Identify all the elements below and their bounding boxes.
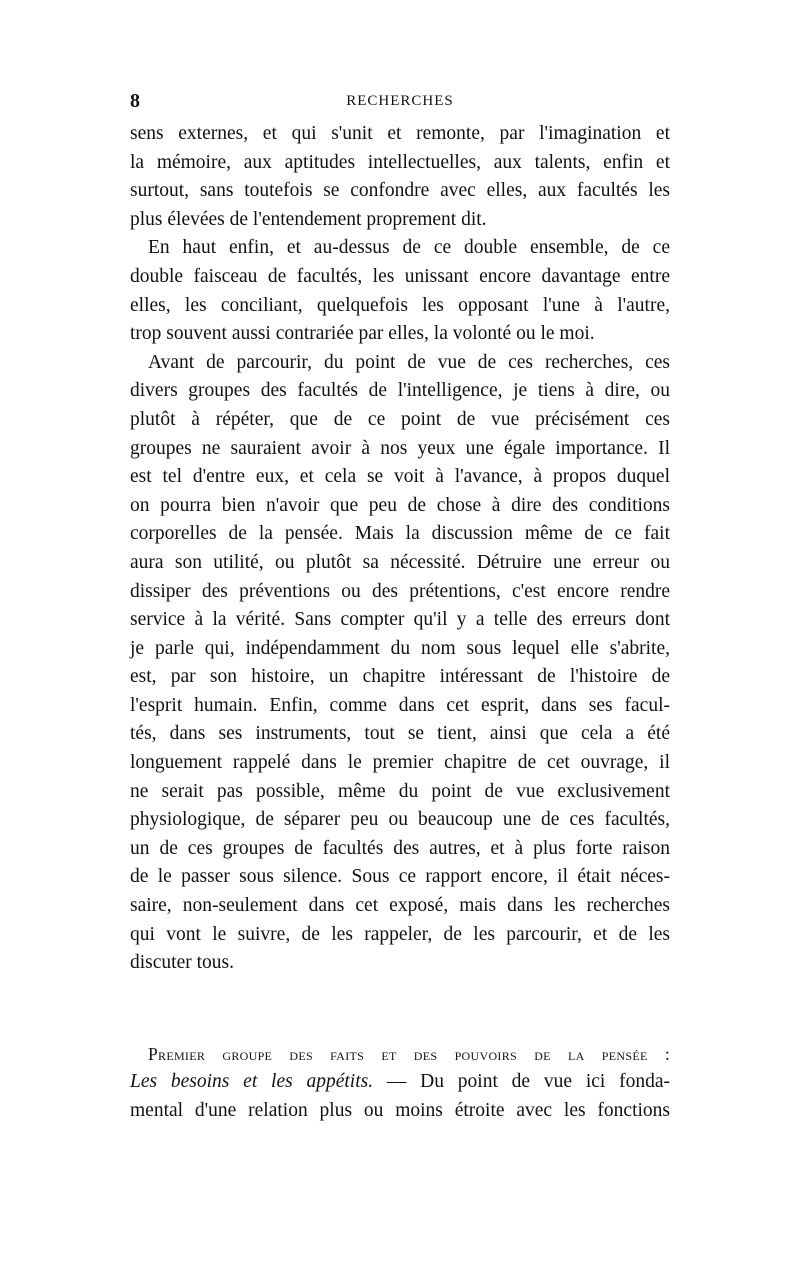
text-line: plus élevées de l'entendement proprement dit. bbox=[130, 208, 487, 230]
text-line: discuter tous. bbox=[130, 952, 234, 974]
text-line: longuement rappelé dans le premier chapitre de cet ouvrage, il bbox=[130, 752, 670, 774]
text-line: la mémoire, aux aptitudes intellectuelles, aux talents, enfin et bbox=[130, 151, 670, 173]
paragraph-3 bbox=[130, 349, 670, 978]
body-text bbox=[130, 120, 670, 1126]
text-line: est, par son histoire, un chapitre intéressant de l'histoire de bbox=[130, 666, 670, 688]
text-line: est tel d'entre eux, et cela se voit à l'avance, à propos duquel bbox=[130, 466, 670, 488]
text-line: double faisceau de facultés, les unissant encore davantage entre bbox=[130, 265, 670, 287]
text-line: groupes ne sauraient avoir à nos yeux une égale importance. Il bbox=[130, 437, 670, 459]
text-line: Avant de parcourir, du point de vue de ces recherches, ces bbox=[148, 351, 670, 373]
text-line: plutôt à répéter, que de ce point de vue précisément ces bbox=[130, 408, 670, 430]
text-line: En haut enfin, et au-dessus de ce double ensemble, de ce bbox=[148, 237, 670, 259]
book-page bbox=[130, 90, 670, 1126]
section-subtitle-line bbox=[130, 1068, 670, 1097]
text-line: surtout, sans toutefois se confondre avec elles, aux facultés les bbox=[130, 180, 670, 202]
text-line: je parle qui, indépendamment du nom sous lequel elle s'abrite, bbox=[130, 637, 670, 659]
page-header bbox=[130, 90, 670, 120]
text-line: de le passer sous silence. Sous ce rapport encore, il était néces- bbox=[130, 866, 670, 888]
text-line: saire, non-seulement dans cet exposé, mais dans les recherches bbox=[130, 895, 670, 917]
text-line: ne serait pas possible, même du point de vue exclusivement bbox=[130, 780, 670, 802]
text-line: on pourra bien n'avoir que peu de chose à dire des conditions bbox=[130, 494, 670, 516]
text-line: qui vont le suivre, de les rappeler, de les parcourir, et de les bbox=[130, 923, 670, 945]
text-line: mental d'une relation plus ou moins étroite avec les fonctions bbox=[130, 1100, 670, 1121]
text-line: service à la vérité. Sans compter qu'il y a telle des erreurs dont bbox=[130, 609, 670, 631]
text-line: physiologique, de séparer peu ou beaucoup une de ces facultés, bbox=[130, 809, 670, 831]
text-line: divers groupes des facultés de l'intelligence, je tiens à dire, ou bbox=[130, 380, 670, 402]
page-number: 8 bbox=[130, 90, 141, 112]
section-subtitle-continuation: — Du point de vue ici fonda- bbox=[373, 1071, 670, 1093]
text-line: l'esprit humain. Enfin, comme dans cet esprit, dans ses facul- bbox=[130, 694, 670, 716]
paragraph-1 bbox=[130, 120, 670, 234]
text-line: tés, dans ses instruments, tout se tient, ainsi que cela a été bbox=[130, 723, 670, 745]
section-heading-text: Premier groupe des faits et des pouvoirs de la pensée : bbox=[148, 1043, 670, 1064]
text-line: un de ces groupes de facultés des autres, et à plus forte raison bbox=[130, 837, 670, 859]
text-line: elles, les conciliant, quelquefois les opposant l'une à l'autre, bbox=[130, 294, 670, 316]
running-head: RECHERCHES bbox=[346, 93, 454, 109]
text-line: corporelles de la pensée. Mais la discussion même de ce fait bbox=[130, 523, 670, 545]
section-start bbox=[130, 1040, 670, 1126]
paragraph-2 bbox=[130, 234, 670, 348]
section-heading bbox=[130, 1040, 670, 1069]
text-line: aura son utilité, ou plutôt sa nécessité. Détruire une erreur ou bbox=[130, 551, 670, 573]
text-line: dissiper des préventions ou des prétentions, c'est encore rendre bbox=[130, 580, 670, 602]
section-subtitle: Les besoins et les appétits. bbox=[130, 1071, 374, 1093]
text-line: sens externes, et qui s'unit et remonte, par l'imagination et bbox=[130, 123, 670, 144]
section-spacer bbox=[130, 978, 670, 1040]
text-line: trop souvent aussi contrariée par elles, la volonté ou le moi. bbox=[130, 323, 595, 345]
